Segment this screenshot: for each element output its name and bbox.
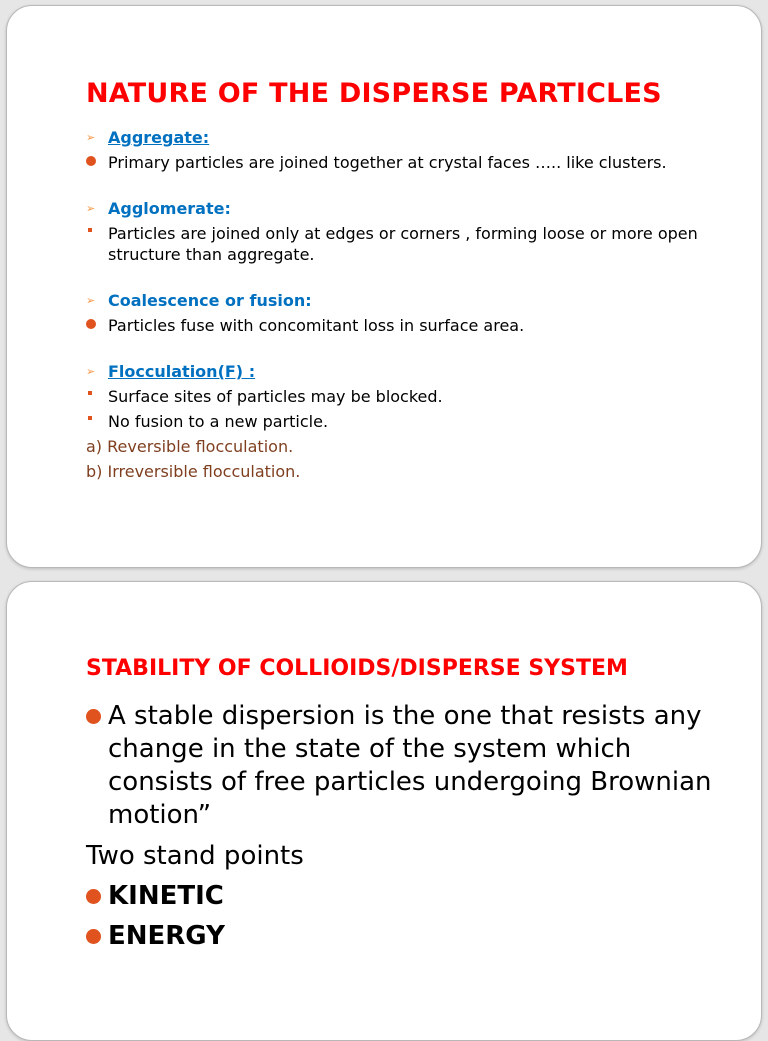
arrow-bullet-icon: ➢ [86,131,96,144]
slide-title: NATURE OF THE DISPERSE PARTICLES [86,78,662,109]
aggregate-text: Primary particles are joined together at crystal faces ….. like clusters. [108,153,667,172]
coalescence-text: Particles fuse with concomitant loss in surface area. [108,316,525,335]
slide-title: STABILITY OF COLLIOIDS/DISPERSE SYSTEM [86,656,628,681]
arrow-bullet-icon: ➢ [86,202,96,215]
round-bullet-icon [86,315,104,336]
round-bullet-icon [86,709,101,724]
flocculation-point-1: Surface sites of particles may be blocked. [108,387,443,406]
flocculation-heading[interactable]: Flocculation(F) : [108,362,256,381]
slide-content [86,700,731,953]
slide-stability [6,581,762,1041]
heading-row [86,127,731,148]
list-item [86,152,731,173]
agglomerate-text: Particles are joined only at edges or corners , forming loose or more open structure than aggregate. [108,224,698,264]
list-item [86,315,731,336]
list-item [86,700,731,832]
list-item [86,880,731,913]
standpoint-kinetic: KINETIC [108,881,224,911]
heading-row [86,198,731,219]
list-item [86,223,731,265]
square-bullet-icon [86,411,104,432]
square-bullet-icon [86,386,104,407]
slide-nature-of-particles [6,5,762,568]
list-item [86,920,731,953]
arrow-bullet-icon: ➢ [86,365,96,378]
coalescence-heading: Coalescence or fusion: [108,291,312,310]
aggregate-heading[interactable]: Aggregate: [108,128,210,147]
standpoints-label: Two stand points [86,841,304,871]
round-bullet-icon [86,929,101,944]
list-item [86,386,731,407]
heading-row [86,361,731,382]
list-item [86,411,731,432]
flocculation-sub-a: a) Reversible flocculation. [86,437,294,456]
square-bullet-icon [86,223,104,244]
flocculation-sub-b: b) Irreversible flocculation. [86,462,301,481]
standpoint-energy: ENERGY [108,921,225,951]
slide-content [86,127,731,482]
flocculation-point-2: No fusion to a new particle. [108,412,329,431]
stability-definition: A stable dispersion is the one that resists any change in the state of the system which consists of free particles undergoing Brownian motion” [108,701,712,830]
heading-row [86,290,731,311]
agglomerate-heading: Agglomerate: [108,199,231,218]
round-bullet-icon [86,889,101,904]
round-bullet-icon [86,152,104,173]
arrow-bullet-icon: ➢ [86,294,96,307]
